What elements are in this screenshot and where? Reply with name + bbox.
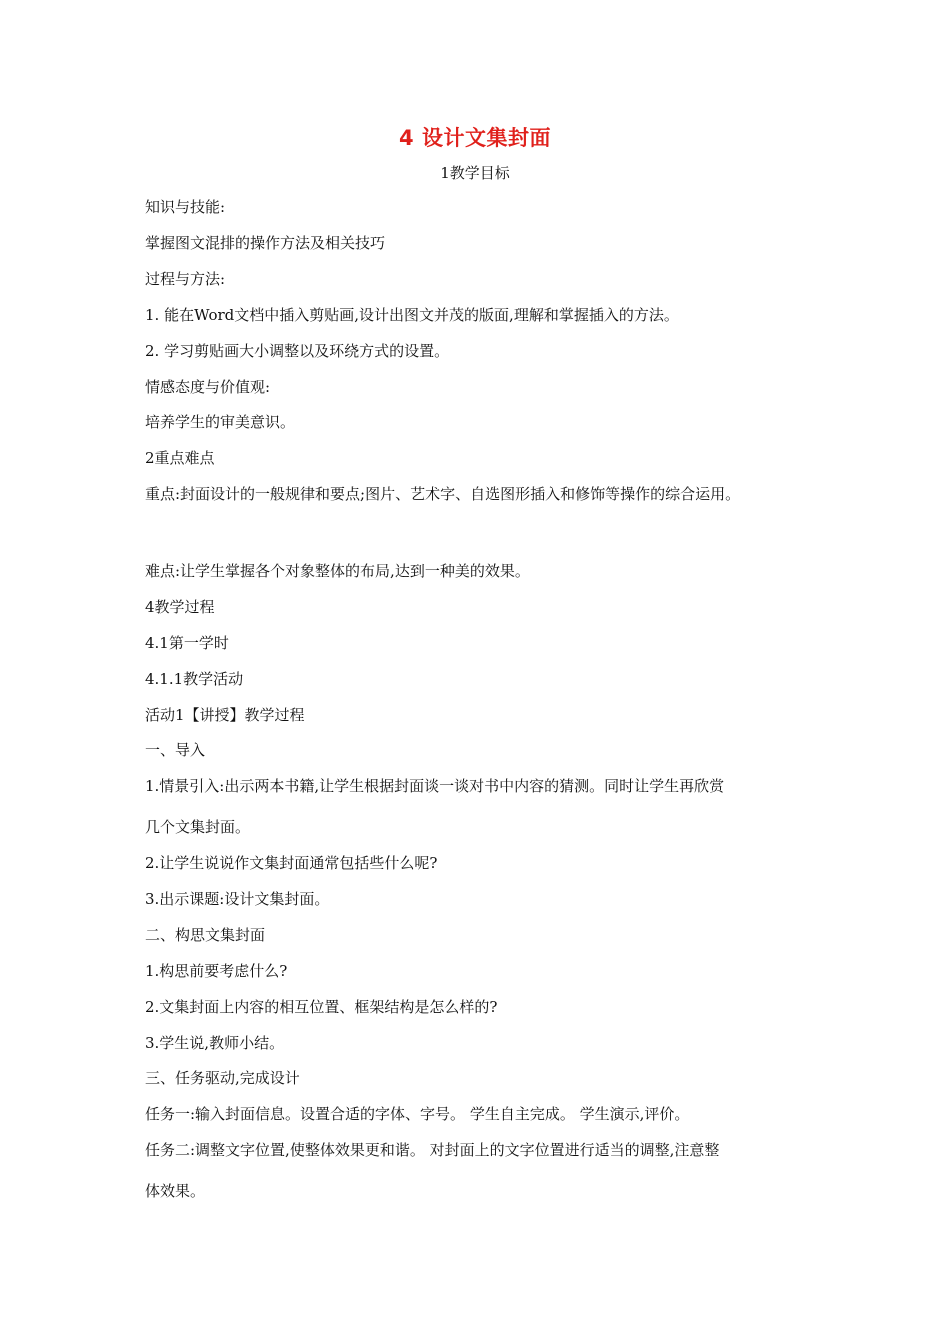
text-line: 情感态度与价值观:: [145, 378, 271, 396]
text-line: 活动1【讲授】教学过程: [145, 706, 305, 724]
document-title: 4 设计文集封面: [399, 126, 551, 150]
text-line: 3.学生说,教师小结。: [145, 1034, 285, 1052]
text-line: 2重点难点: [145, 449, 215, 467]
text-line: 2. 学习剪贴画大小调整以及环绕方式的设置。: [145, 342, 450, 360]
text-line: 知识与技能:: [145, 198, 226, 216]
text-line: 二、构思文集封面: [145, 926, 266, 944]
text-line: 一、导入: [145, 741, 206, 759]
text-line: 几个文集封面。: [145, 818, 251, 836]
text-line: 4.1第一学时: [145, 634, 229, 652]
text-line: 过程与方法:: [145, 270, 226, 288]
text-line: 培养学生的审美意识。: [145, 413, 296, 431]
text-line: 难点:让学生掌握各个对象整体的布局,达到一种美的效果。: [145, 562, 530, 580]
text-line: 任务二:调整文字位置,使整体效果更和谐。 对封面上的文字位置进行适当的调整,注意整: [145, 1141, 720, 1159]
text-line: 4.1.1教学活动: [145, 670, 244, 688]
text-line: 掌握图文混排的操作方法及相关技巧: [145, 234, 386, 252]
text-line: 体效果。: [145, 1182, 206, 1200]
section-heading-objectives: 1教学目标: [440, 164, 510, 182]
text-line: 1.情景引入:出示两本书籍,让学生根据封面谈一谈对书中内容的猜测。同时让学生再欣赏: [145, 777, 725, 795]
text-line: 任务一:输入封面信息。设置合适的字体、字号。 学生自主完成。 学生演示,评价。: [145, 1105, 690, 1123]
text-line: 3.出示课题:设计文集封面。: [145, 890, 330, 908]
text-line: 三、任务驱动,完成设计: [145, 1069, 300, 1087]
text-line: 2.让学生说说作文集封面通常包括些什么呢?: [145, 854, 438, 872]
text-line: 1.构思前要考虑什么?: [145, 962, 288, 980]
text-line: 重点:封面设计的一般规律和要点;图片、艺术字、自选图形插入和修饰等操作的综合运用。: [145, 485, 741, 503]
text-line: 4教学过程: [145, 598, 215, 616]
text-line: 2.文集封面上内容的相互位置、框架结构是怎么样的?: [145, 998, 498, 1016]
text-line: 1. 能在Word文档中插入剪贴画,设计出图文并茂的版面,理解和掌握插入的方法。: [145, 306, 679, 324]
